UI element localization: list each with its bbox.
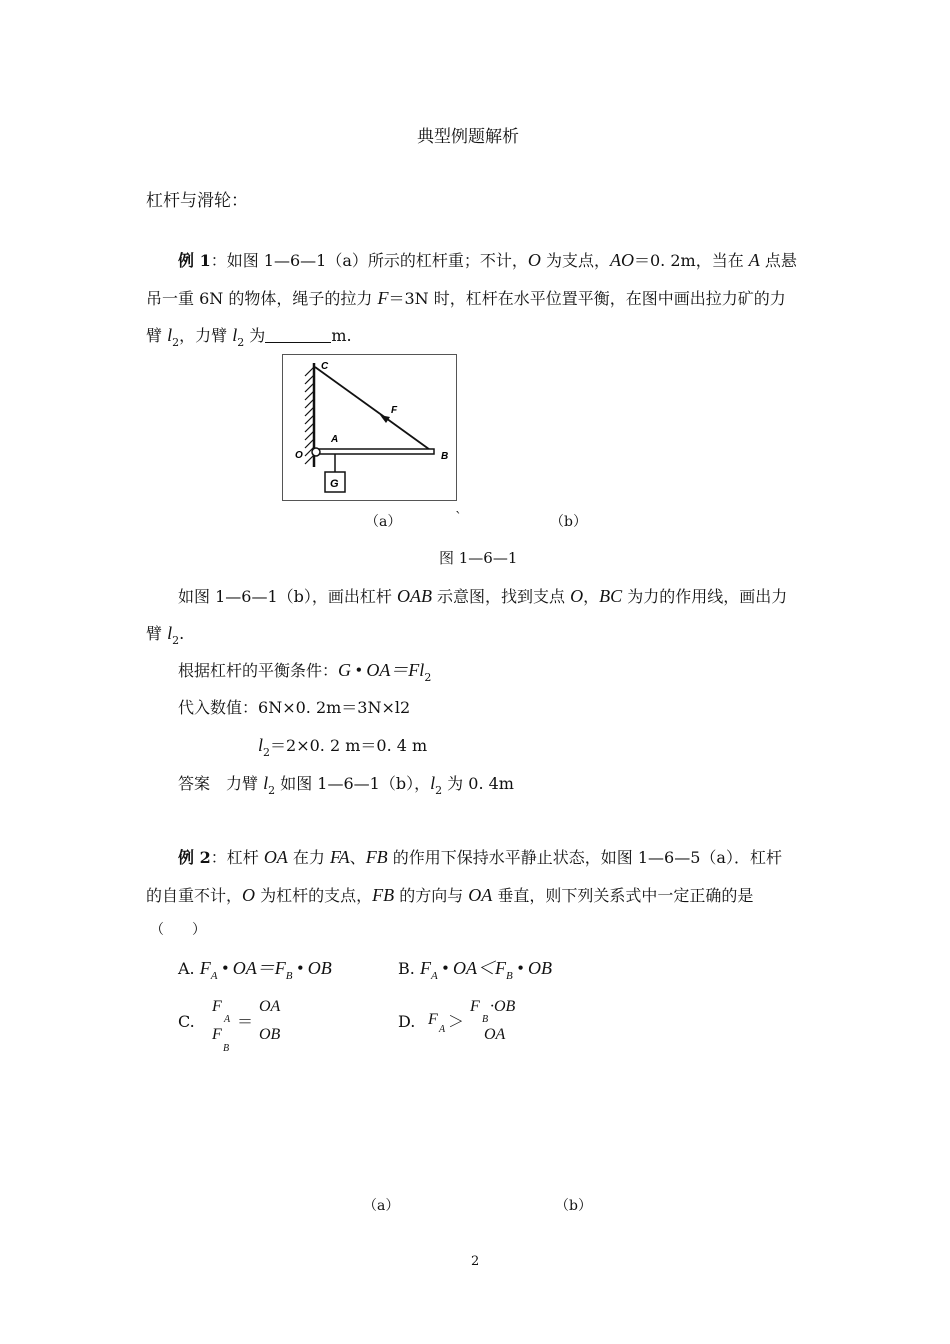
option-d-num: ·OB — [490, 998, 516, 1015]
option-c-rnum: OA — [259, 998, 281, 1015]
figure-lever-diagram — [282, 354, 457, 501]
label-b: B — [441, 451, 449, 462]
option-d-num-sub: B — [482, 1014, 489, 1025]
section-heading: 杠杆与滑轮： — [146, 191, 248, 211]
fig2-caption-a: （a） — [363, 1198, 400, 1214]
ex2-line2: 的自重不计，O 为杠杆的支点，FB 的方向与 OA 垂直，则下列关系式中一定正确的是 — [146, 885, 754, 905]
force-arrow — [380, 415, 390, 423]
sol1-answer: 答案 力臂 $l_2$ 如图 1—6—1（b），$l_2$ 为 0. 4m — [178, 773, 514, 797]
option-c-rden: OB — [259, 1026, 281, 1043]
option-d-f: F — [428, 1011, 438, 1028]
option-b: B. $F_A$ • $OA<F_B$ • OB — [398, 958, 552, 982]
option-a: A. $F_A$ • $OA=F_B$ • OB — [178, 958, 332, 982]
option-d-gt: ＞ — [448, 1012, 465, 1031]
answer-blank — [265, 327, 331, 343]
label-g: G — [330, 478, 339, 490]
option-c-num-sub: A — [224, 1014, 231, 1025]
option-d-label: D. — [398, 1012, 416, 1031]
pivot-circle — [312, 448, 320, 456]
fig1-caption-a: （a） — [365, 514, 402, 530]
ex1-line1: 例 1：如图 1—6—1（a）所示的杠杆重；不计，O 为支点，AO＝0. 2m，当在 A 点悬 — [178, 250, 797, 270]
option-c-label: C. — [178, 1012, 195, 1031]
label-a: A — [331, 434, 339, 445]
sol1-substitute: 代入数值：6N×0. 2m＝3N×l2 — [178, 698, 411, 717]
page-number: 2 — [471, 1254, 480, 1269]
fig1-caption: 图 1—6—1 — [439, 549, 518, 567]
option-d-den: OA — [484, 1026, 506, 1043]
fig2-caption-b: （b） — [555, 1198, 592, 1214]
fig1-caption-tick: ` — [455, 510, 462, 526]
sol1-line1: 如图 1—6—1（b），画出杠杆 OAB 示意图，找到支点 O，BC 为力的作用线，画出力 — [178, 586, 788, 606]
lever-rod — [315, 449, 434, 454]
fig1-caption-b: （b） — [550, 514, 587, 530]
option-c-den: F — [212, 1026, 222, 1043]
ex1-line3: 臂 $l_2$，力臂 $l_2$ 为 m. — [146, 325, 352, 349]
option-d-num-f: F — [470, 998, 480, 1015]
ex1-line2: 吊一重 6N 的物体，绳子的拉力 F＝3N 时，杠杆在水平位置平衡，在图中画出拉力矿的力 — [146, 288, 786, 308]
option-d-f-sub: A — [439, 1024, 446, 1035]
option-c-eq: ＝ — [237, 1012, 254, 1031]
sol1-condition: 根据杠杆的平衡条件：G • $OA=Fl_2$ — [178, 660, 432, 684]
page-title: 典型例题解析 — [417, 127, 519, 147]
option-c-den-sub: B — [223, 1043, 230, 1054]
label-c: C — [321, 361, 329, 372]
option-c-num: F — [212, 998, 222, 1015]
ex2-line1: 例 2：杠杆 OA 在力 FA、FB 的作用下保持水平静止状态，如图 1—6—5（a）．杠杆 — [178, 847, 782, 867]
lever-svg — [283, 355, 456, 500]
label-f: F — [391, 405, 398, 416]
label-o: O — [295, 450, 303, 461]
ex2-paren: （ ） — [150, 922, 206, 938]
sol1-line2: 臂 $l_2$. — [146, 623, 185, 647]
sol1-calc: $l_2=2\times 0$. 2 m＝0. 4 m — [258, 735, 428, 759]
